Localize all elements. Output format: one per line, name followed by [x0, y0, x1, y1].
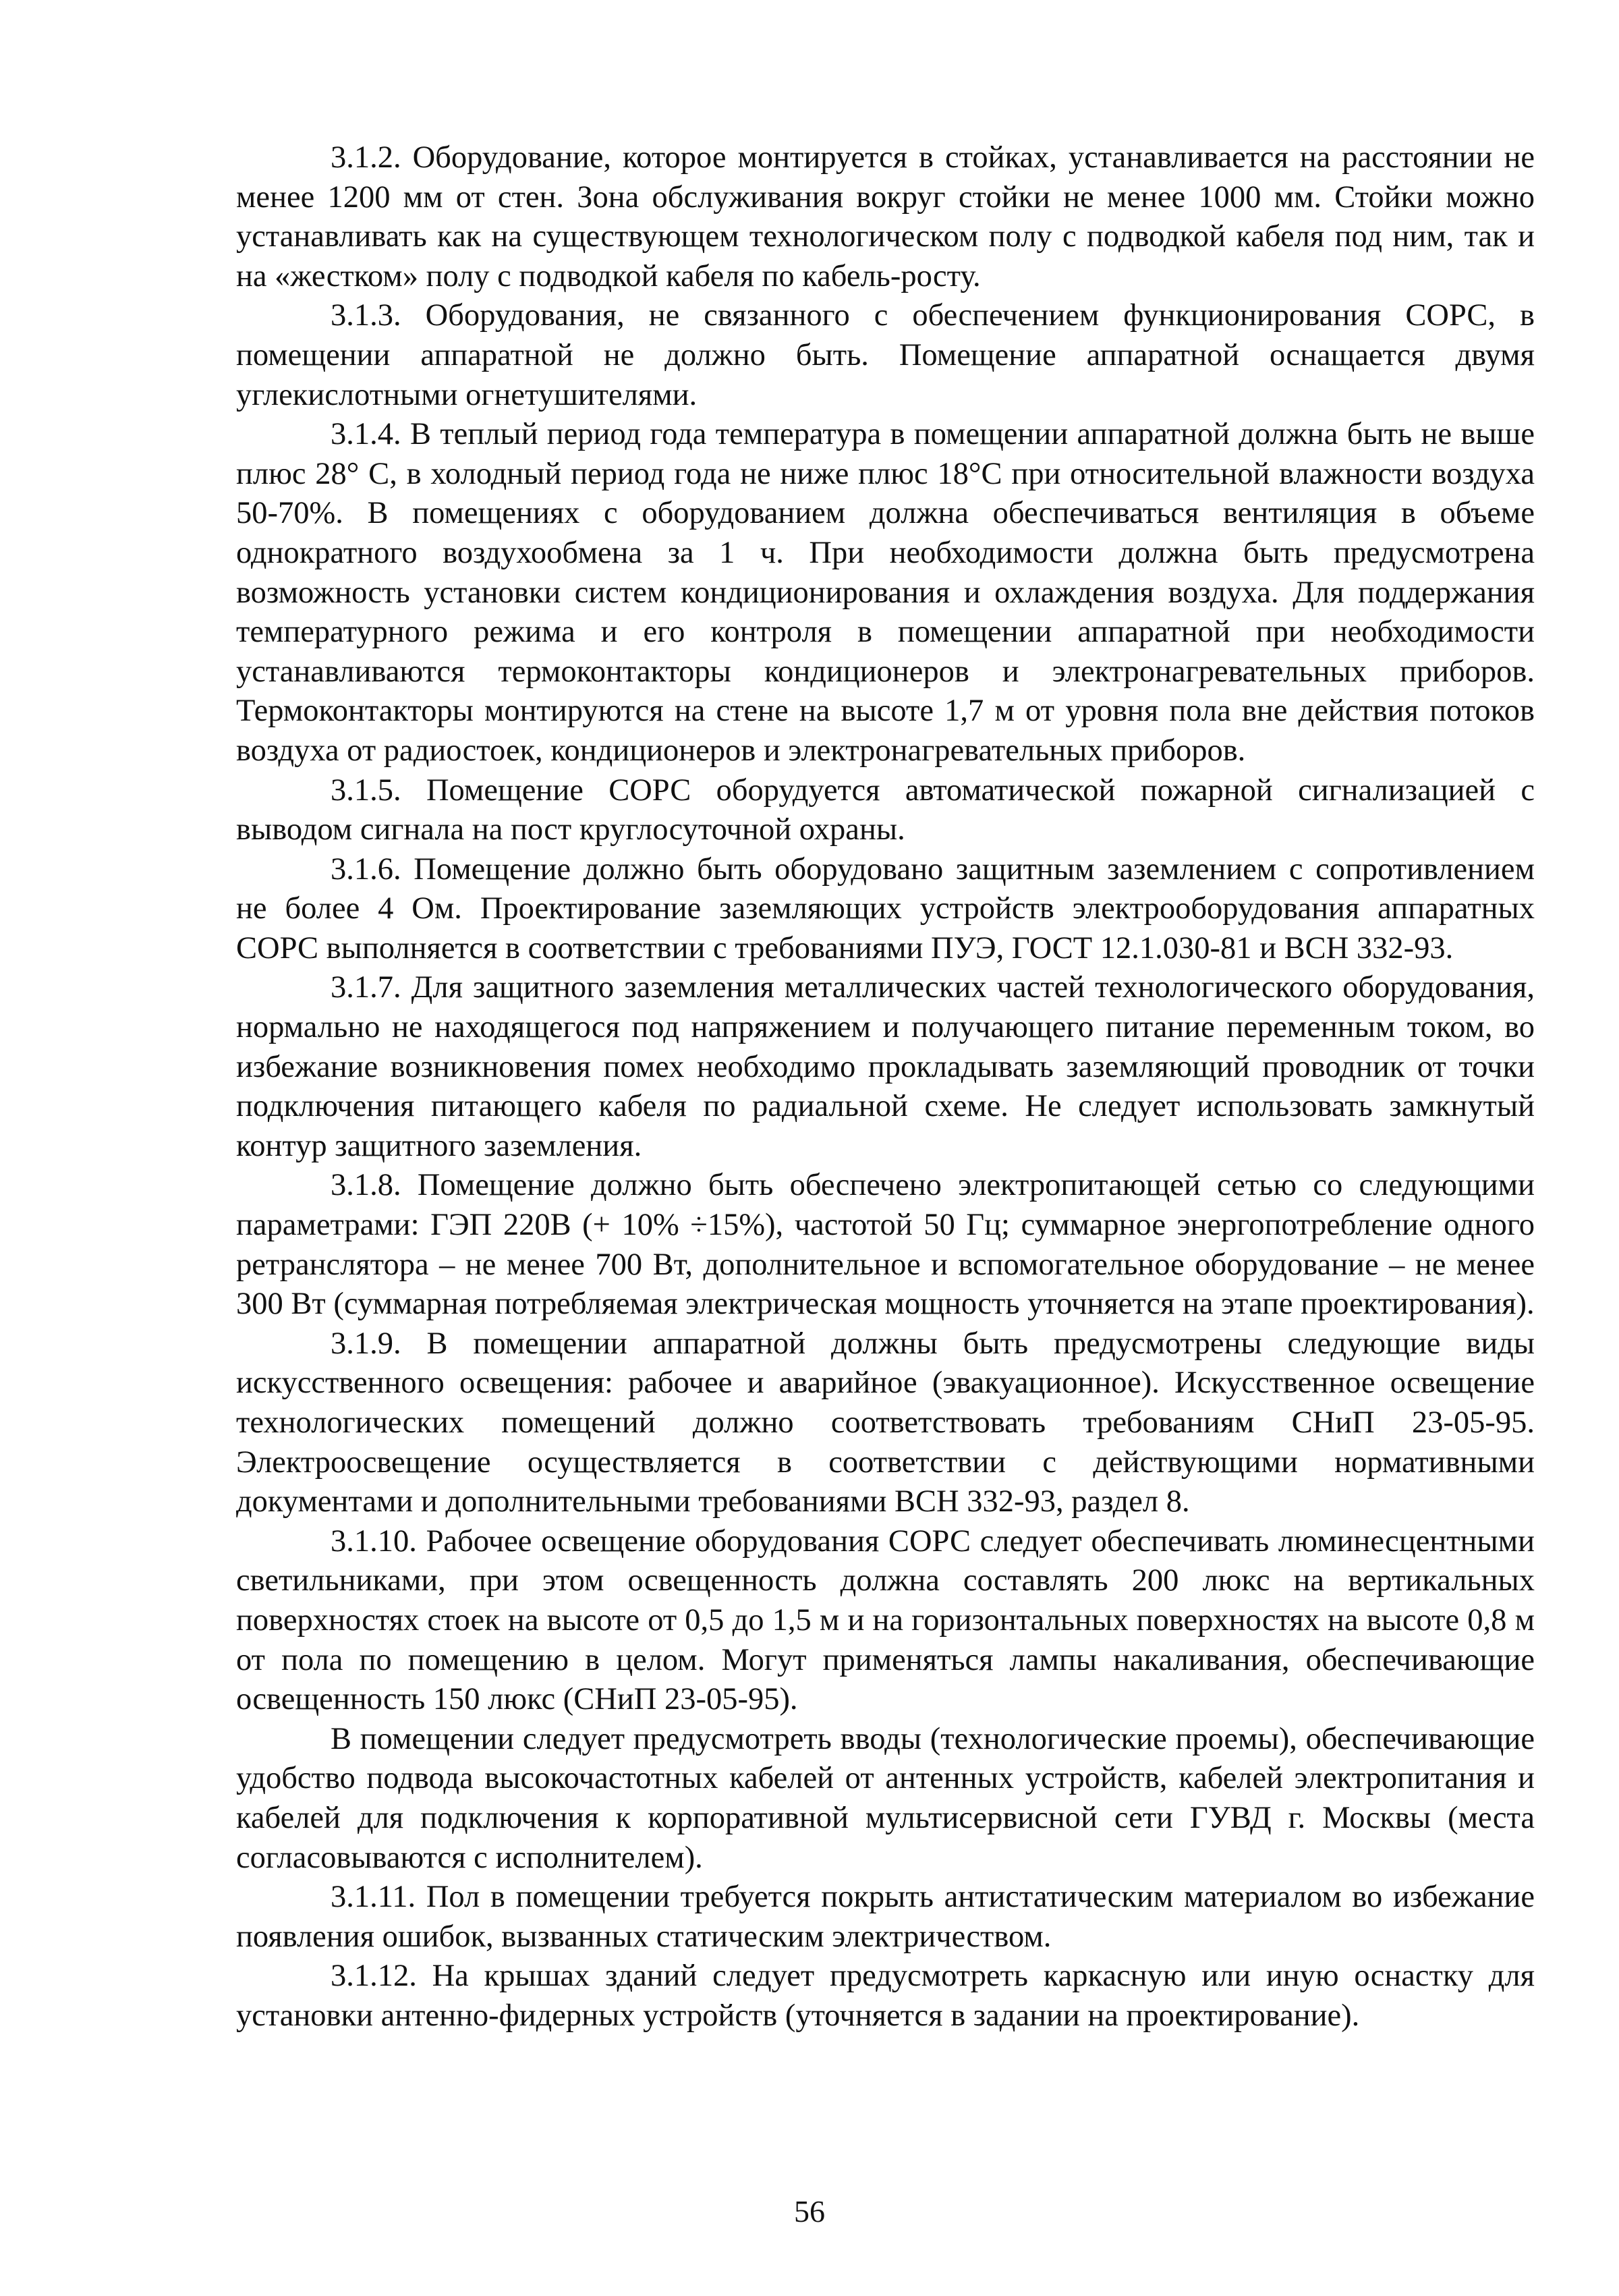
paragraph-3-1-4: 3.1.4. В теплый период года температура в помещении аппаратной должна быть не выше плюс 28° С, в холодный период года не ниже плюс 18°С при относительной влажности воздуха 50-70%. В помещениях с оборудованием должна обеспечиваться вентиляция в объеме однократного воздухообмена за 1 ч. При необходимости должна быть предусмотрена возможность установки систем кондиционирования и охлаждения воздуха. Для поддержания температурного режима и его контроля в помещении аппаратной при необходимости устанавливаются термоконтакторы кондиционеров и электронагревательных приборов. Термоконтакторы монтируются на стене на высоте 1,7 м от уровня пола вне действия потоков воздуха от радиостоек, кондиционеров и электронагревательных приборов. [236, 417, 1535, 768]
paragraph-3-1-3: 3.1.3. Оборудования, не связанного с обеспечением функционирования СОРС, в помещении аппаратной не должно быть. Помещение аппаратной оснащается двумя углекислотными огнетушителями. [236, 298, 1535, 412]
paragraph-3-1-10: 3.1.10. Рабочее освещение оборудования СОРС следует обеспечивать люминесцентными светильниками, при этом освещенность должна составлять 200 люкс на вертикальных поверхностях стоек на высоте от 0,5 до 1,5 м и на горизонтальных поверхностях на высоте 0,8 м от пола по помещению в целом. Могут применяться лампы накаливания, обеспечивающие освещенность 150 люкс (СНиП 23-05-95). [236, 1523, 1535, 1717]
paragraph-3-1-8: 3.1.8. Помещение должно быть обеспечено электропитающей сетью со следующими параметрами: ГЭП 220В (+ 10% ÷15%), частотой 50 Гц; суммарное энергопотребление одного ретранслятора – не менее 700 Вт, дополнительное и вспомогательное оборудование – не менее 300 Вт (суммарная потребляемая электрическая мощность уточняется на этапе проектирования). [236, 1168, 1535, 1322]
paragraph-inputs: В помещении следует предусмотреть вводы (технологические проемы), обеспечивающие удобство подвода высокочастотных кабелей от антенных устройств, кабелей электропитания и кабелей для подключения к корпоративной мультисервисной сети ГУВД г. Москвы (места согласовываются с исполнителем). [236, 1721, 1535, 1875]
document-body [236, 138, 1535, 2036]
paragraph-3-1-11: 3.1.11. Пол в помещении требуется покрыть антистатическим материалом во избежание появления ошибок, вызванных статическим электричеством. [236, 1880, 1535, 1954]
paragraph-3-1-6: 3.1.6. Помещение должно быть оборудовано защитным заземлением с сопротивлением не более 4 Ом. Проектирование заземляющих устройств электрооборудования аппаратных СОРС выполняется в соответствии с требованиями ПУЭ, ГОСТ 12.1.030-81 и ВСН 332-93. [236, 851, 1535, 965]
page-number: 56 [794, 2194, 825, 2229]
paragraph-3-1-12: 3.1.12. На крышах зданий следует предусмотреть каркасную или иную оснастку для установки антенно-фидерных устройств (уточняется в задании на проектирование). [236, 1959, 1535, 2033]
paragraph-3-1-5: 3.1.5. Помещение СОРС оборудуется автоматической пожарной сигнализацией с выводом сигнала на пост круглосуточной охраны. [236, 773, 1535, 847]
paragraph-3-1-2: 3.1.2. Оборудование, которое монтируется в стойках, устанавливается на расстоянии не менее 1200 мм от стен. Зона обслуживания вокруг стойки не менее 1000 мм. Стойки можно устанавливать как на существующем технологическом полу с подводкой кабеля под ним, так и на «жестком» полу с подводкой кабеля по кабель-росту. [236, 140, 1535, 293]
paragraph-3-1-7: 3.1.7. Для защитного заземления металлических частей технологического оборудования, нормально не находящегося под напряжением и получающего питание переменным током, во избежание возникновения помех необходимо прокладывать заземляющий проводник от точки подключения питающего кабеля по радиальной схеме. Не следует использовать замкнутый контур защитного заземления. [236, 970, 1535, 1163]
paragraph-3-1-9: 3.1.9. В помещении аппаратной должны быть предусмотрены следующие виды искусственного освещения: рабочее и аварийное (эвакуационное). Искусственное освещение технологических помещений должно соответствовать требованиям СНиП 23-05-95. Электроосвещение осуществляется в соответствии с действующими нормативными документами и дополнительными требованиями ВСН 332-93, раздел 8. [236, 1326, 1535, 1519]
